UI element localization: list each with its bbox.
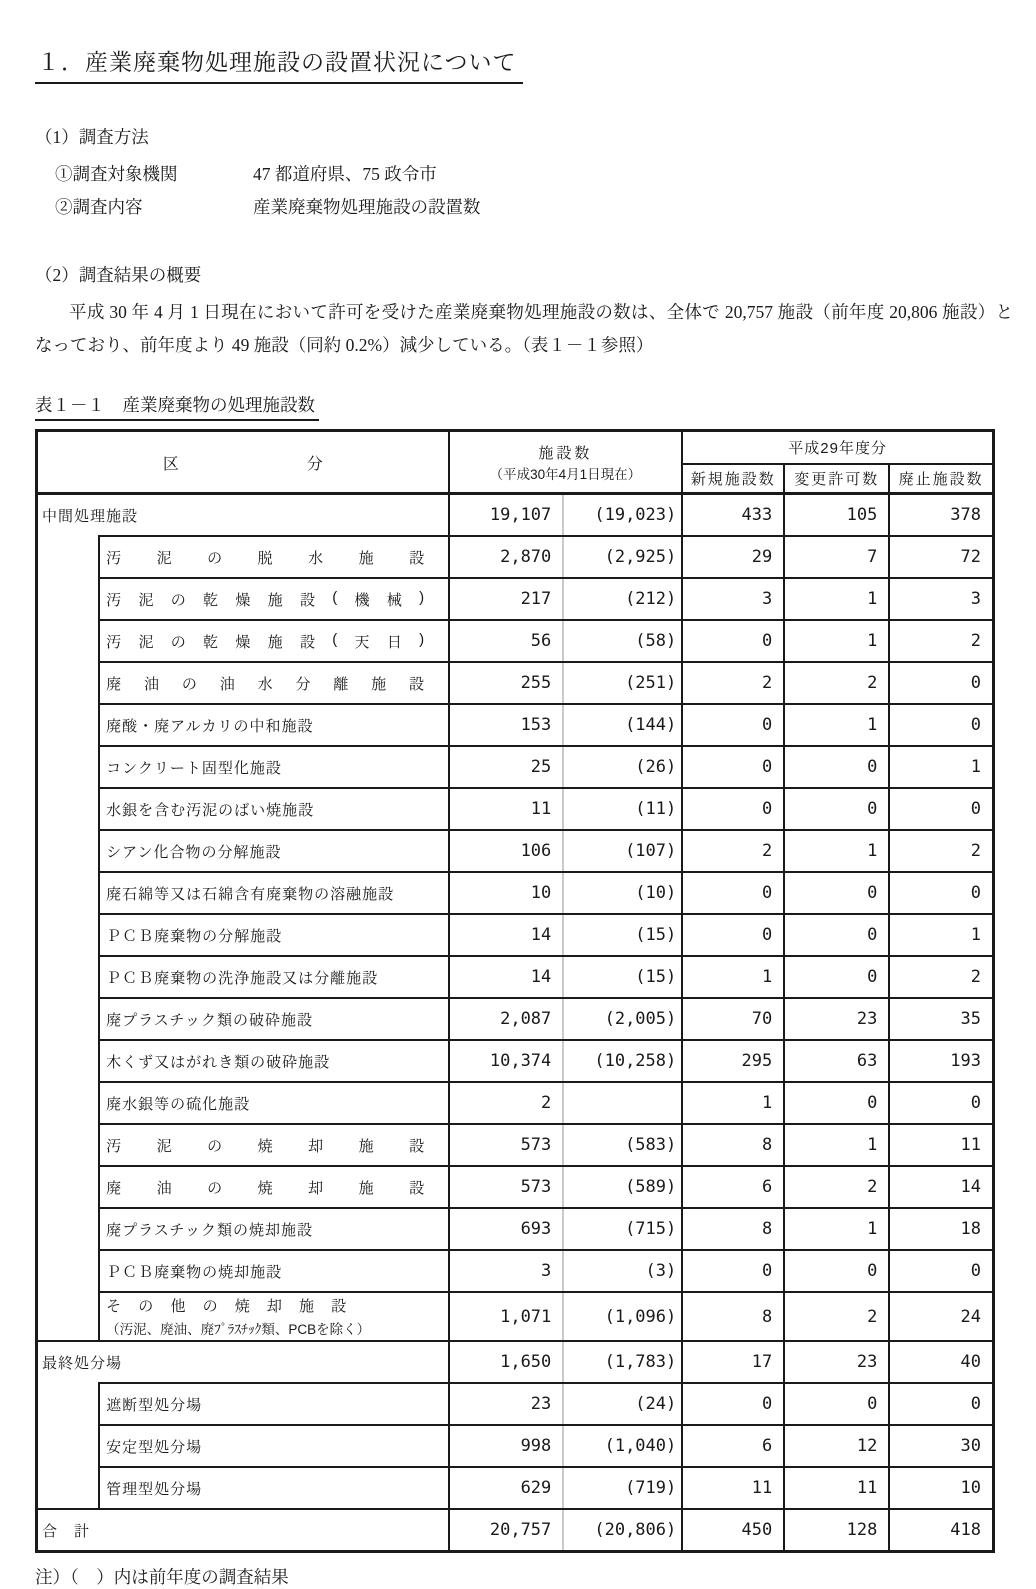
cell-previous-count: (107) [563,830,682,872]
cell-changed-count: 63 [784,1040,889,1082]
cell-current-count: 14 [449,956,564,998]
cell-changed-count: 128 [784,1509,889,1552]
cell-changed-count: 0 [784,1250,889,1292]
cell-current-count: 19,107 [449,494,564,537]
row-indent [37,830,100,872]
cell-changed-count: 2 [784,662,889,704]
cell-new-count: 0 [682,704,784,746]
row-indent [37,1082,100,1124]
cell-current-count: 255 [449,662,564,704]
row-label: 汚 泥 の 焼 却 施 設 [99,1124,448,1166]
cell-changed-count: 23 [784,998,889,1040]
table-row [37,1292,994,1341]
cell-changed-count: 2 [784,1292,889,1341]
cell-previous-count: (58) [563,620,682,662]
cell-abolished-count: 1 [889,914,993,956]
cell-abolished-count: 0 [889,662,993,704]
row-label: 管理型処分場 [99,1467,448,1509]
row-label: 廃 油 の 油 水 分 離 施 設 [99,662,448,704]
cell-abolished-count: 0 [889,872,993,914]
row-label: 廃 油 の 焼 却 施 設 [99,1166,448,1208]
cell-changed-count: 12 [784,1425,889,1467]
row-label: 汚 泥 の 脱 水 施 設 [99,536,448,578]
cell-current-count: 629 [449,1467,564,1509]
cell-abolished-count: 2 [889,956,993,998]
table-row [37,746,994,788]
table-row [37,1341,994,1383]
cell-abolished-count: 24 [889,1292,993,1341]
row-indent [37,914,100,956]
cell-current-count: 56 [449,620,564,662]
cell-abolished-count: 0 [889,1383,993,1425]
row-label: 木くず又はがれき類の破砕施設 [99,1040,448,1082]
cell-abolished-count: 0 [889,704,993,746]
cell-current-count: 10 [449,872,564,914]
row-indent [37,578,100,620]
row-indent [37,704,100,746]
cell-new-count: 0 [682,788,784,830]
cell-previous-count [563,1082,682,1124]
cell-previous-count: (20,806) [563,1509,682,1552]
survey-content-row [55,191,996,224]
table-row [37,620,994,662]
cell-new-count: 433 [682,494,784,537]
table-row [37,1166,994,1208]
cell-previous-count: (10) [563,872,682,914]
row-label: 廃酸・廃アルカリの中和施設 [99,704,448,746]
cell-current-count: 10,374 [449,1040,564,1082]
cell-changed-count: 0 [784,788,889,830]
row-label: 汚 泥 の 乾 燥 施 設 ( 天 日 ) [99,620,448,662]
cell-new-count: 70 [682,998,784,1040]
page-title: １．産業廃棄物処理施設の設置状況について [35,44,523,84]
header-category [37,431,449,494]
cell-previous-count: (1,040) [563,1425,682,1467]
cell-changed-count: 0 [784,956,889,998]
table-row [37,956,994,998]
cell-changed-count: 1 [784,578,889,620]
cell-new-count: 8 [682,1292,784,1341]
table-row [37,578,994,620]
cell-new-count: 6 [682,1425,784,1467]
cell-changed-count: 105 [784,494,889,537]
cell-previous-count: (24) [563,1383,682,1425]
row-label: そ の 他 の 焼 却 施 設 （汚泥、廃油、廃ﾌﾟﾗｽﾁｯｸ類、PCBを除く） [99,1292,448,1341]
survey-target-value: 47 都道府県、75 政令市 [253,164,437,184]
cell-current-count: 217 [449,578,564,620]
row-indent [37,1425,100,1467]
cell-changed-count: 2 [784,1166,889,1208]
cell-changed-count: 1 [784,704,889,746]
cell-previous-count: (26) [563,746,682,788]
cell-current-count: 23 [449,1383,564,1425]
row-indent [37,872,100,914]
row-indent [37,956,100,998]
cell-new-count: 0 [682,746,784,788]
table-row [37,1082,994,1124]
cell-new-count: 0 [682,914,784,956]
row-label: ＰＣＢ廃棄物の分解施設 [99,914,448,956]
cell-abolished-count: 0 [889,1250,993,1292]
cell-current-count: 106 [449,830,564,872]
cell-changed-count: 0 [784,1082,889,1124]
cell-previous-count: (212) [563,578,682,620]
cell-previous-count: (583) [563,1124,682,1166]
table-note: 注）（ ）内は前年度の調査結果 [35,1567,289,1587]
row-indent [37,1292,100,1341]
table-row [37,494,994,537]
cell-previous-count: (11) [563,788,682,830]
cell-current-count: 153 [449,704,564,746]
cell-changed-count: 0 [784,872,889,914]
row-label: 遮断型処分場 [99,1383,448,1425]
cell-current-count: 1,650 [449,1341,564,1383]
cell-new-count: 1 [682,956,784,998]
row-label: 廃水銀等の硫化施設 [99,1082,448,1124]
cell-changed-count: 23 [784,1341,889,1383]
survey-content-label: ②調査内容 [55,197,143,217]
cell-abolished-count: 0 [889,1082,993,1124]
cell-abolished-count: 0 [889,788,993,830]
row-label: 廃プラスチック類の焼却施設 [99,1208,448,1250]
facility-count-table [35,429,995,1553]
row-indent [37,620,100,662]
cell-current-count: 1,071 [449,1292,564,1341]
row-indent [37,1040,100,1082]
cell-abolished-count: 378 [889,494,993,537]
row-indent [37,1208,100,1250]
cell-new-count: 0 [682,872,784,914]
cell-new-count: 11 [682,1467,784,1509]
row-label: 水銀を含む汚泥のばい焼施設 [99,788,448,830]
cell-current-count: 2 [449,1082,564,1124]
cell-abolished-count: 18 [889,1208,993,1250]
cell-current-count: 693 [449,1208,564,1250]
row-label: 廃石綿等又は石綿含有廃棄物の溶融施設 [99,872,448,914]
cell-current-count: 2,087 [449,998,564,1040]
table-row [37,536,994,578]
cell-previous-count: (2,005) [563,998,682,1040]
cell-new-count: 450 [682,1509,784,1552]
cell-current-count: 573 [449,1166,564,1208]
table-row [37,1124,994,1166]
cell-previous-count: (15) [563,914,682,956]
cell-abolished-count: 10 [889,1467,993,1509]
table-row [37,1383,994,1425]
header-abolished-facilities: 廃止施設数 [889,464,993,494]
cell-changed-count: 1 [784,830,889,872]
cell-new-count: 295 [682,1040,784,1082]
cell-abolished-count: 40 [889,1341,993,1383]
cell-changed-count: 0 [784,914,889,956]
survey-target-row [55,158,996,191]
cell-current-count: 2,870 [449,536,564,578]
cell-abolished-count: 72 [889,536,993,578]
cell-abolished-count: 418 [889,1509,993,1552]
table-row [37,1040,994,1082]
table-row [37,704,994,746]
cell-current-count: 573 [449,1124,564,1166]
cell-new-count: 17 [682,1341,784,1383]
cell-new-count: 0 [682,1383,784,1425]
cell-abolished-count: 3 [889,578,993,620]
cell-previous-count: (2,925) [563,536,682,578]
cell-new-count: 8 [682,1208,784,1250]
table-row [37,830,994,872]
cell-previous-count: (1,096) [563,1292,682,1341]
row-indent [37,746,100,788]
row-label: ＰＣＢ廃棄物の洗浄施設又は分離施設 [99,956,448,998]
table-row [37,1425,994,1467]
table-row [37,1208,994,1250]
row-sublabel: （汚泥、廃油、廃ﾌﾟﾗｽﾁｯｸ類、PCBを除く） [106,1322,371,1337]
header-new-facilities: 新規施設数 [682,464,784,494]
cell-new-count: 8 [682,1124,784,1166]
row-indent [37,536,100,578]
cell-previous-count: (15) [563,956,682,998]
summary-paragraph: 平成 30 年 4 月 1 日現在において許可を受けた産業廃棄物処理施設の数は、全体で 20,757 施設（前年度 20,806 施設）となっており、前年度より 49 施設（同約 0.2%）減少している。（表１－１参照） [35,302,1013,355]
cell-abolished-count: 2 [889,620,993,662]
cell-abolished-count: 11 [889,1124,993,1166]
row-label: ＰＣＢ廃棄物の焼却施設 [99,1250,448,1292]
row-indent [37,662,100,704]
cell-changed-count: 1 [784,620,889,662]
row-label: コンクリート固型化施設 [99,746,448,788]
table-row [37,1250,994,1292]
survey-target-label: ①調査対象機関 [55,164,178,184]
cell-previous-count: (589) [563,1166,682,1208]
table-row [37,1509,994,1552]
header-category-label: 区 分 [162,455,323,473]
table-row [37,788,994,830]
cell-current-count: 25 [449,746,564,788]
table-row [37,872,994,914]
survey-content-value: 産業廃棄物処理施設の設置数 [253,197,481,217]
cell-changed-count: 1 [784,1208,889,1250]
survey-result-heading: （2）調査結果の概要 [35,265,202,285]
cell-abolished-count: 2 [889,830,993,872]
cell-abolished-count: 193 [889,1040,993,1082]
row-label: 最終処分場 [37,1341,449,1383]
row-label: 安定型処分場 [99,1425,448,1467]
cell-previous-count: (10,258) [563,1040,682,1082]
table-row [37,662,994,704]
cell-current-count: 14 [449,914,564,956]
cell-previous-count: (3) [563,1250,682,1292]
row-indent [37,1250,100,1292]
header-fy29: 平成29年度分 [682,431,993,465]
header-facility-count-line1: 施設数 [538,444,593,462]
cell-current-count: 20,757 [449,1509,564,1552]
cell-current-count: 11 [449,788,564,830]
table-row [37,998,994,1040]
row-indent [37,1124,100,1166]
cell-previous-count: (144) [563,704,682,746]
cell-new-count: 2 [682,830,784,872]
row-indent [37,1383,100,1425]
cell-previous-count: (1,783) [563,1341,682,1383]
row-label: 合 計 [37,1509,449,1552]
row-indent [37,788,100,830]
cell-previous-count: (251) [563,662,682,704]
row-indent [37,998,100,1040]
cell-changed-count: 1 [784,1124,889,1166]
table-row [37,1467,994,1509]
cell-abolished-count: 14 [889,1166,993,1208]
cell-changed-count: 11 [784,1467,889,1509]
cell-abolished-count: 1 [889,746,993,788]
header-changed-permits: 変更許可数 [784,464,889,494]
row-indent [37,1166,100,1208]
cell-new-count: 0 [682,1250,784,1292]
table-caption: 表１－１ 産業廃棄物の処理施設数 [35,392,319,421]
cell-new-count: 6 [682,1166,784,1208]
row-label: 廃プラスチック類の破砕施設 [99,998,448,1040]
cell-previous-count: (715) [563,1208,682,1250]
cell-new-count: 3 [682,578,784,620]
survey-method-heading: （1）調査方法 [35,127,149,147]
header-row-1 [37,431,994,465]
table-row [37,914,994,956]
survey-method-list [35,158,996,224]
row-label: シアン化合物の分解施設 [99,830,448,872]
row-indent [37,1467,100,1509]
cell-previous-count: (719) [563,1467,682,1509]
cell-abolished-count: 35 [889,998,993,1040]
row-label: 中間処理施設 [37,494,449,537]
cell-current-count: 3 [449,1250,564,1292]
row-label: 汚 泥 の 乾 燥 施 設 ( 機 械 ) [99,578,448,620]
cell-changed-count: 0 [784,1383,889,1425]
cell-new-count: 0 [682,620,784,662]
header-facility-count [449,431,683,494]
cell-changed-count: 0 [784,746,889,788]
cell-current-count: 998 [449,1425,564,1467]
cell-new-count: 1 [682,1082,784,1124]
cell-abolished-count: 30 [889,1425,993,1467]
cell-previous-count: (19,023) [563,494,682,537]
cell-changed-count: 7 [784,536,889,578]
header-facility-count-line2: （平成30年4月1日現在） [489,466,642,482]
cell-new-count: 2 [682,662,784,704]
cell-new-count: 29 [682,536,784,578]
